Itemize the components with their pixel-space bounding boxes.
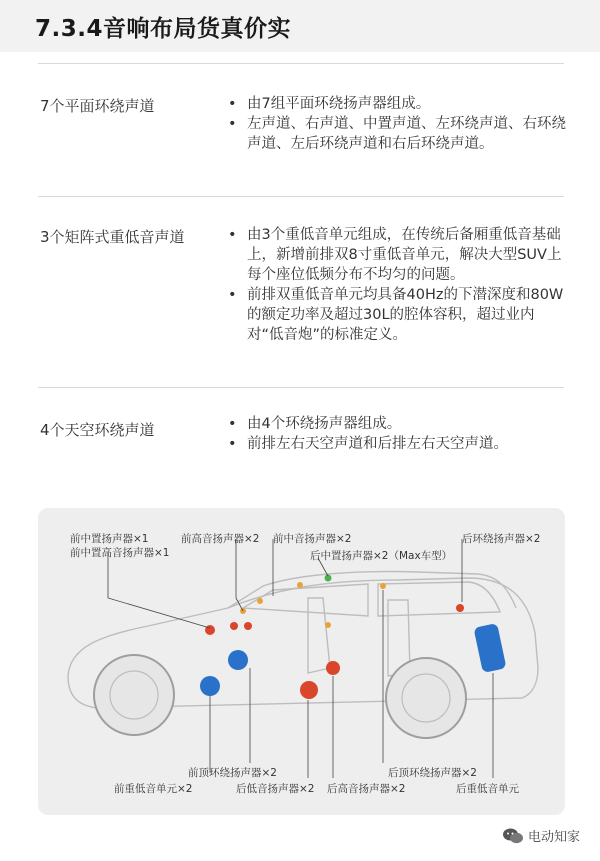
label-front-sub: 前重低音单元×2 bbox=[114, 783, 193, 795]
list-item: • 由7组平面环绕扬声器组成。 bbox=[228, 94, 568, 114]
front-tweeter-right bbox=[257, 598, 263, 604]
front-center bbox=[244, 622, 252, 630]
front-mid-right bbox=[230, 622, 238, 630]
wechat-icon bbox=[502, 827, 524, 845]
list-item: • 前排左右天空声道和后排左右天空声道。 bbox=[228, 434, 568, 454]
rear-surround bbox=[456, 604, 464, 612]
page-header bbox=[0, 0, 600, 52]
row-label-subwoofer: 3个矩阵式重低音声道 bbox=[40, 228, 185, 246]
rear-sub bbox=[473, 623, 506, 673]
car-roof bbox=[228, 572, 516, 608]
list-item: • 左声道、右声道、中置声道、左环绕声道、右环绕声道、左后环绕声道和右后环绕声道。 bbox=[228, 114, 568, 154]
rear-wheel bbox=[386, 658, 466, 738]
rear-woofer-left bbox=[300, 681, 318, 699]
label-front-center-tweeter: 前中置高音扬声器×1 bbox=[70, 547, 170, 559]
watermark bbox=[502, 826, 580, 845]
label-rear-center: 后中置扬声器×2（Max车型） bbox=[310, 550, 453, 562]
row-label-planar: 7个平面环绕声道 bbox=[40, 97, 155, 115]
label-front-tweeter: 前高音扬声器×2 bbox=[181, 533, 260, 545]
row-label-sky: 4个天空环绕声道 bbox=[40, 421, 155, 439]
front-wheel bbox=[94, 655, 174, 735]
list-item: • 由3个重低音单元组成，在传统后备厢重低音基础上，新增前排双8寸重低音单元，解决大型SUV上每个座位低频分布不均匀的问题。 bbox=[228, 225, 568, 285]
row-list-subwoofer bbox=[228, 225, 568, 345]
divider bbox=[38, 196, 564, 197]
row-list-sky bbox=[228, 414, 568, 454]
label-rear-tweeter: 后高音扬声器×2 bbox=[327, 783, 406, 795]
list-item: • 由4个环绕扬声器组成。 bbox=[228, 414, 568, 434]
page-title: 7.3.4音响布局货真价实 bbox=[35, 16, 291, 42]
front-sub-left bbox=[200, 676, 220, 696]
watermark-text: 电动知家 bbox=[527, 830, 580, 845]
label-rear-woofer: 后低音扬声器×2 bbox=[236, 783, 315, 795]
list-item: • 前排双重低音单元均具备40Hz的下潜深度和80W的额定功率及超过30L的腔体容积，超过业内对“低音炮”的标准定义。 bbox=[228, 285, 568, 345]
sky-right bbox=[380, 583, 386, 589]
front-sub-right bbox=[228, 650, 248, 670]
row-list-planar bbox=[228, 94, 568, 154]
label-front-sky: 前顶环绕扬声器×2 bbox=[188, 767, 277, 779]
rear-woofer-right bbox=[326, 661, 340, 675]
label-rear-sub: 后重低音单元 bbox=[456, 783, 519, 795]
label-front-mid: 前中音扬声器×2 bbox=[273, 533, 352, 545]
sky-left bbox=[297, 582, 303, 588]
rear-tweeter-left bbox=[325, 622, 331, 628]
divider bbox=[38, 387, 564, 388]
speaker-layout-diagram bbox=[38, 508, 565, 815]
car-seat-front bbox=[308, 598, 330, 673]
divider bbox=[38, 63, 564, 64]
label-rear-surround: 后环绕扬声器×2 bbox=[462, 533, 541, 545]
car-window-rear bbox=[378, 582, 500, 616]
label-front-center: 前中置扬声器×1 bbox=[70, 533, 149, 545]
front-mid-left bbox=[205, 625, 215, 635]
label-rear-sky: 后顶环绕扬声器×2 bbox=[388, 767, 477, 779]
